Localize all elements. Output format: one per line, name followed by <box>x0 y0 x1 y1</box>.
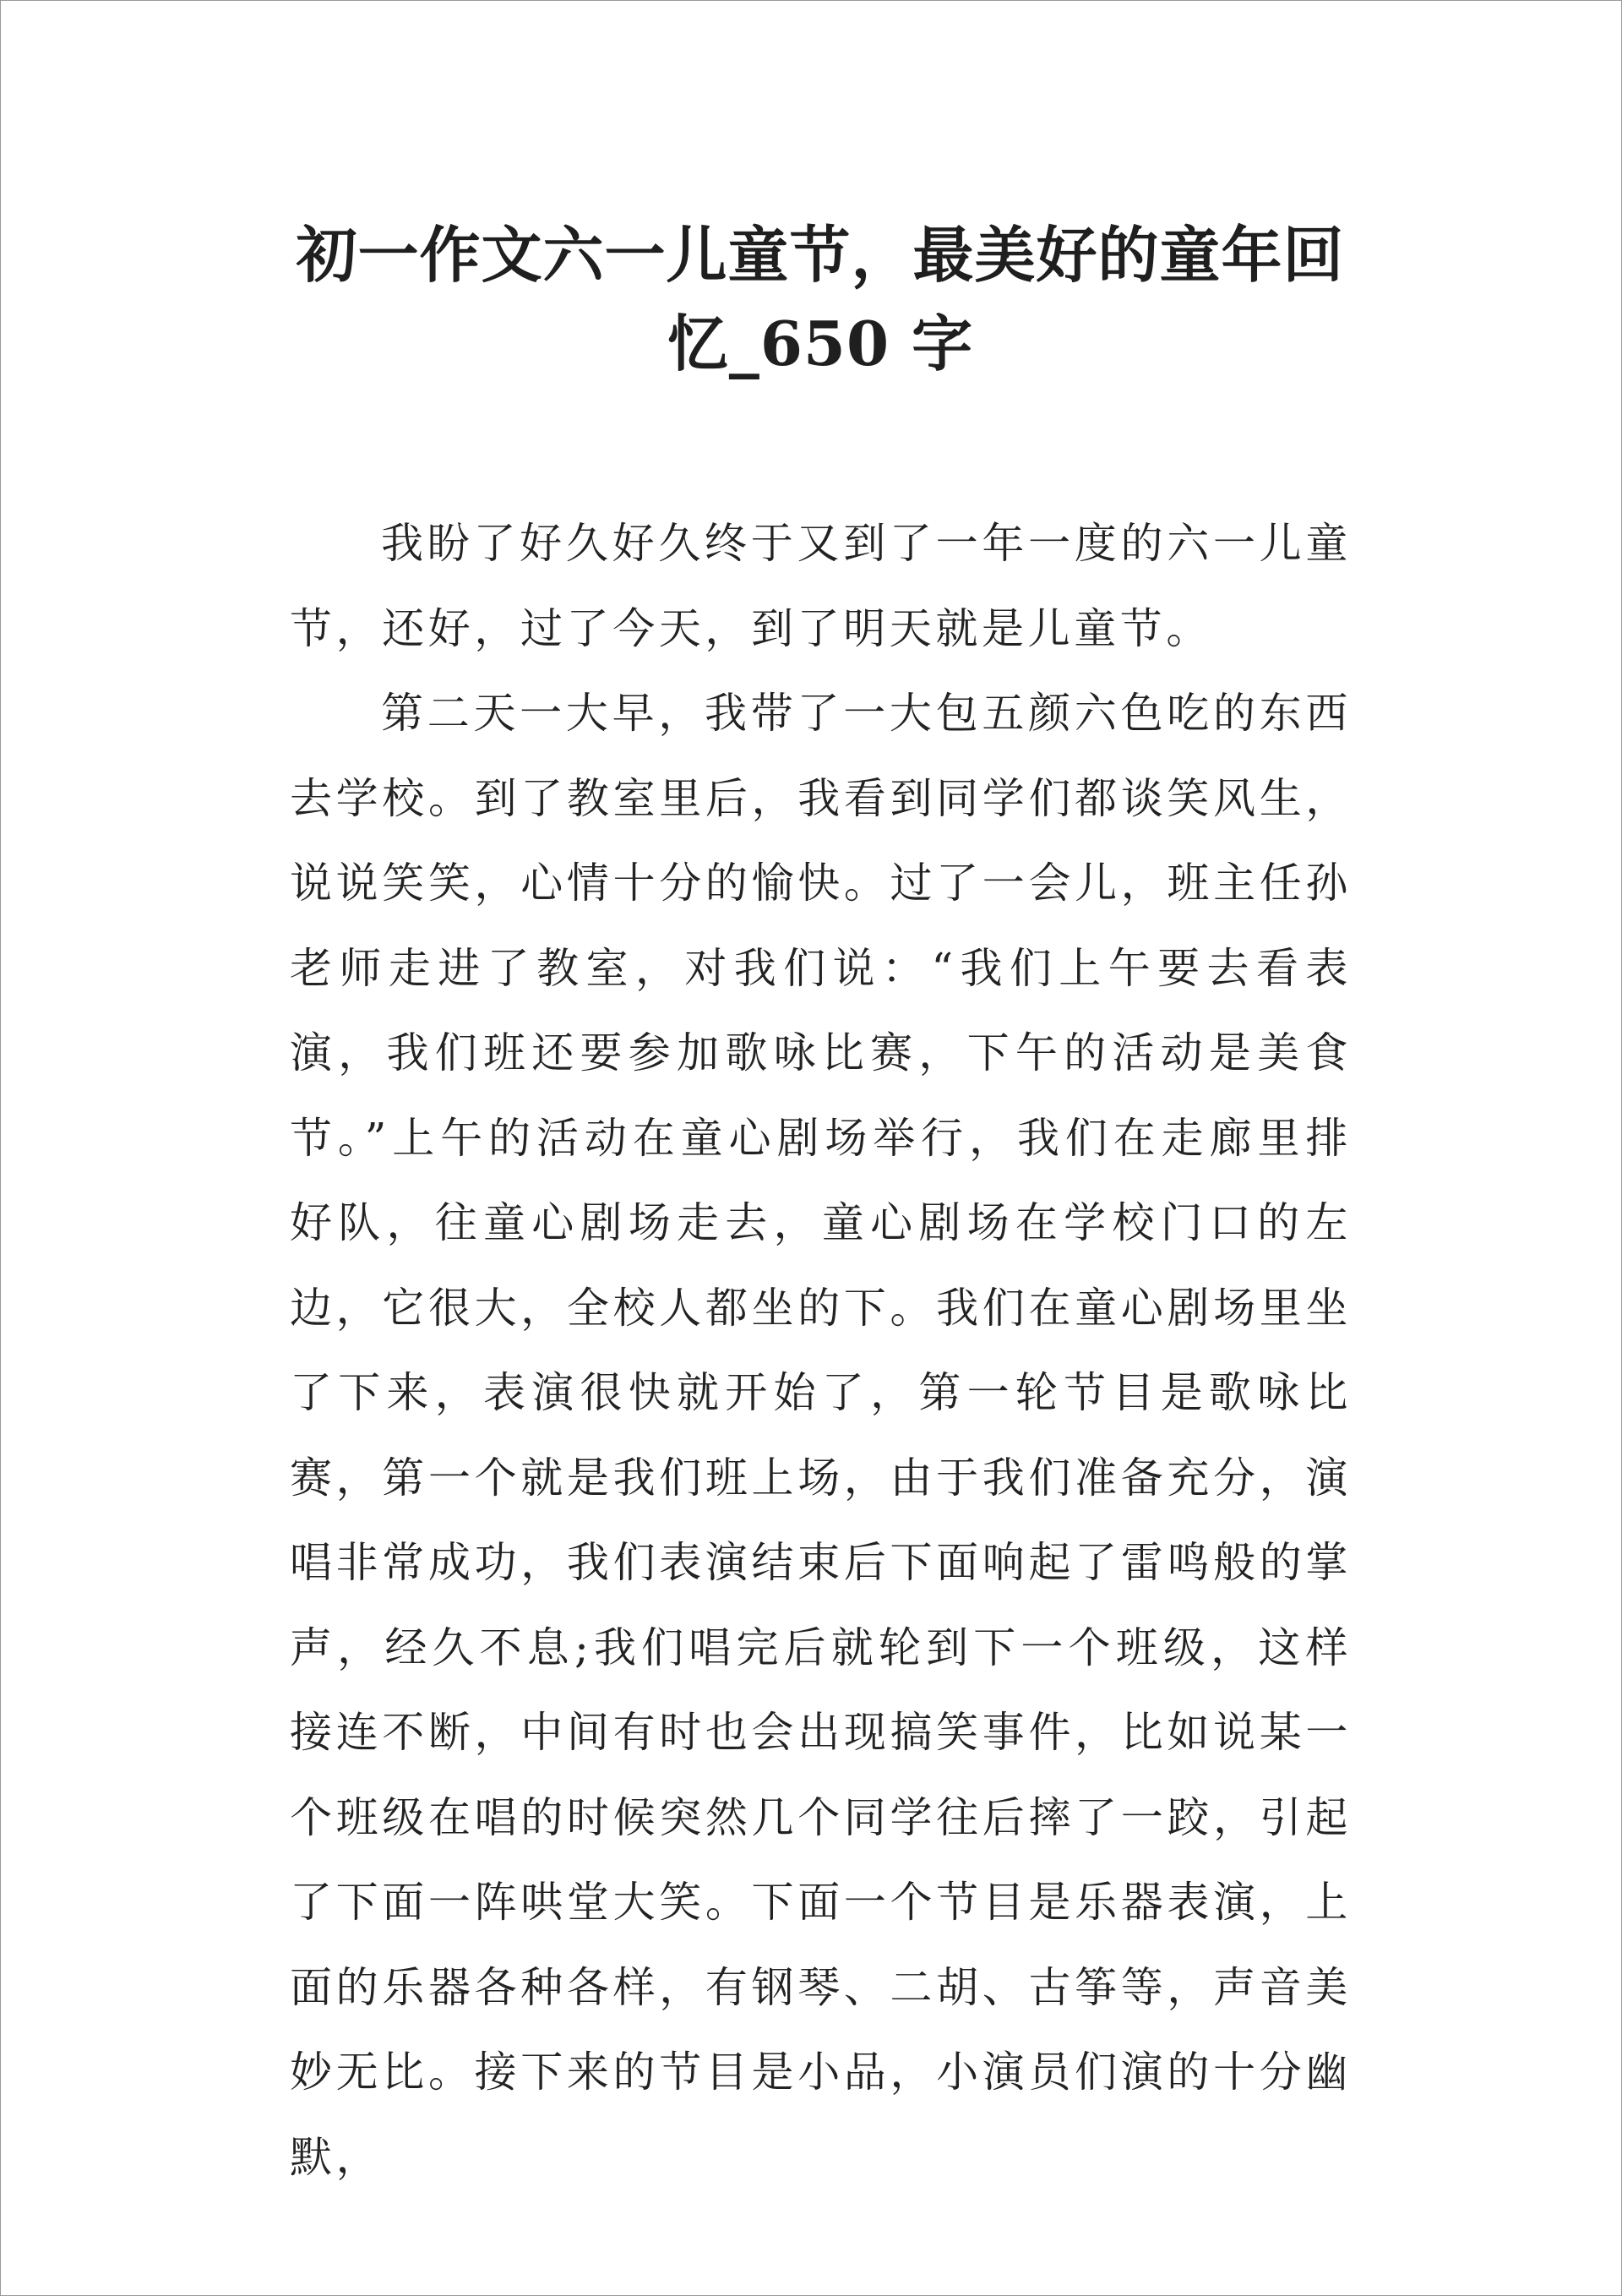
document-title: 初一作文六一儿童节，最美好的童年回忆_650 字 <box>296 219 1345 379</box>
document-body <box>290 501 1352 2200</box>
paragraph-2: 第二天一大早，我带了一大包五颜六色吃的东西去学校。到了教室里后，我看到同学们都谈笑风生，说说笑笑，心情十分的愉快。过了一会儿，班主任孙老师走进了教室，对我们说：“我们上午要去看表演，我们班还要参加歌咏比赛，下午的活动是美食节。”上午的活动在童心剧场举行，我们在走廊里排好队，往童心剧场走去，童心剧场在学校门口的左边，它很大，全校人都坐的下。我们在童心剧场里坐了下来，表演很快就开始了，第一轮节目是歌咏比赛，第一个就是我们班上场，由于我们准备充分，演唱非常成功，我们表演结束后下面响起了雷鸣般的掌声，经久不息;我们唱完后就轮到下一个班级，这样接连不断，中间有时也会出现搞笑事件，比如说某一个班级在唱的时候突然几个同学往后摔了一跤，引起了下面一阵哄堂大笑。下面一个节目是乐器表演，上面的乐器各种各样，有钢琴、二胡、古筝等，声音美妙无比。接下来的节目是小品，小演员们演的十分幽默， <box>290 689 1352 2182</box>
paragraph-1: 我盼了好久好久终于又到了一年一度的六一儿童节，还好，过了今天，到了明天就是儿童节。 <box>290 519 1352 653</box>
